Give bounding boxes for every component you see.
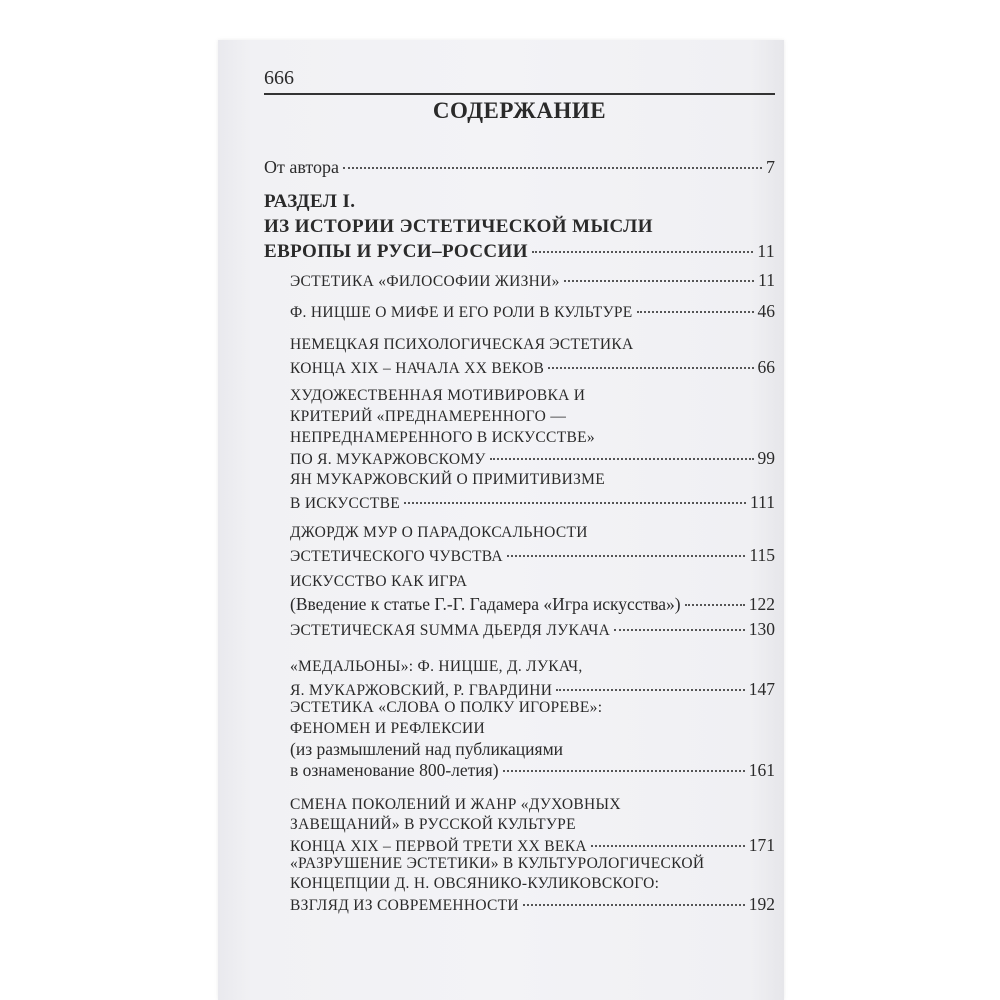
toc-entry-line: ДЖОРДЖ МУР О ПАРАДОКСАЛЬНОСТИ (290, 524, 588, 541)
toc-entry-line: ЯН МУКАРЖОВСКИЙ О ПРИМИТИВИЗМЕ (290, 471, 606, 488)
toc-page-number: 11 (758, 270, 775, 290)
toc-entry-last-line (290, 593, 775, 615)
toc-entry-last-line (290, 544, 775, 568)
toc-entry-line: Я. МУКАРЖОВСКИЙ, Р. ГВАРДИНИ (290, 682, 553, 699)
toc-entry-last-line (290, 894, 775, 916)
toc-entry-line: НЕМЕЦКАЯ ПСИХОЛОГИЧЕСКАЯ ЭСТЕТИКА (290, 336, 634, 353)
toc-entry-line: (из размышлений над публикациями (290, 739, 564, 759)
toc-entry (290, 521, 775, 568)
toc-entry-line: ЭСТЕТИЧЕСКОГО ЧУВСТВА (290, 548, 503, 565)
toc-entry-line: ФЕНОМЕН И РЕФЛЕКСИИ (290, 720, 486, 737)
toc-entry-line: КОНЦА XIX – НАЧАЛА XX ВЕКОВ (290, 360, 545, 377)
toc-entry-line: ХУДОЖЕСТВЕННАЯ МОТИВИРОВКА И (290, 387, 586, 404)
toc-entry (290, 571, 775, 615)
toc-entry-last-line (290, 356, 775, 380)
toc-entry-last-line (290, 491, 775, 515)
toc-entry-last-line (290, 448, 775, 470)
toc-entry-label: От автора (264, 157, 340, 177)
toc-entry (290, 469, 775, 515)
page-title: СОДЕРЖАНИЕ (432, 98, 607, 123)
toc-entry-line: «МЕДАЛЬОНЫ»: Ф. НИЦШЕ, Д. ЛУКАЧ, (290, 658, 583, 675)
toc-entry-intro (264, 157, 775, 178)
leader-dots (556, 689, 744, 691)
leader-dots (564, 280, 754, 282)
toc-entry-line: ЗАВЕЩАНИЙ» В РУССКОЙ КУЛЬТУРЕ (290, 816, 576, 833)
toc-entry (290, 854, 775, 916)
leader-dots (591, 845, 745, 847)
toc-entry (290, 270, 775, 292)
toc-page-number: 111 (750, 492, 775, 512)
leader-dots (523, 904, 745, 906)
toc-page-number: 161 (748, 760, 775, 780)
leader-dots (685, 604, 745, 606)
leader-dots (532, 251, 753, 253)
toc-page-number: 115 (749, 545, 775, 565)
toc-page-number: 11 (757, 241, 775, 261)
toc-entry-line: в ознаменование 800-летия) (290, 760, 499, 780)
toc-entry (290, 334, 775, 380)
leader-dots (490, 458, 754, 460)
leader-dots (548, 367, 753, 369)
toc-page-number: 171 (748, 835, 775, 855)
toc-entry-line: КОНЦЕПЦИИ Д. Н. ОВСЯНИКО-КУЛИКОВСКОГО: (290, 875, 660, 892)
toc-section-heading (264, 189, 775, 264)
section-number: РАЗДЕЛ I. (264, 191, 356, 212)
toc-page-number: 66 (757, 357, 775, 377)
toc-entry-line: ЭСТЕТИЧЕСКАЯ SUMMA ДЬЕРДЯ ЛУКАЧА (290, 622, 611, 639)
toc-entry-last-line (290, 760, 775, 781)
toc-entry (290, 656, 775, 702)
toc-entry-line: ИСКУССТВО КАК ИГРА (290, 573, 468, 590)
toc-entry (290, 697, 775, 781)
leader-dots (343, 167, 762, 169)
leader-dots (637, 311, 754, 313)
toc-entry-line: (Введение к статье Г.-Г. Гадамера «Игра искусства») (290, 594, 681, 614)
toc-entry-line: ЭСТЕТИКА «СЛОВА О ПОЛКУ ИГОРЕВЕ»: (290, 699, 603, 716)
toc-page-number: 192 (748, 894, 775, 914)
toc-entry-line: НЕПРЕДНАМЕРЕННОГО В ИСКУССТВЕ» (290, 429, 595, 446)
toc-entry (290, 619, 775, 641)
toc-page-number: 122 (748, 594, 775, 614)
toc-page-number: 7 (766, 157, 775, 177)
toc-entry-line: КРИТЕРИЙ «ПРЕДНАМЕРЕННОГО — (290, 408, 567, 425)
leader-dots (404, 502, 746, 504)
section-title-line: ИЗ ИСТОРИИ ЭСТЕТИЧЕСКОЙ МЫСЛИ (264, 216, 653, 237)
page-number: 666 (264, 67, 294, 89)
toc-entry-line: КОНЦА XIX – ПЕРВОЙ ТРЕТИ XX ВЕКА (290, 838, 587, 855)
leader-dots (507, 555, 746, 557)
section-title-line: ЕВРОПЫ И РУСИ–РОССИИ (264, 241, 528, 262)
toc-entry-line: В ИСКУССТВЕ (290, 495, 400, 512)
toc-entry-line: «РАЗРУШЕНИЕ ЭСТЕТИКИ» В КУЛЬТУРОЛОГИЧЕСКОЙ (290, 855, 705, 872)
leader-dots (614, 629, 745, 631)
toc-entry (290, 795, 775, 857)
toc-page-number: 147 (748, 679, 775, 699)
toc-entry (290, 301, 775, 323)
toc-entry (290, 385, 775, 470)
toc-entry-last-line (290, 301, 775, 323)
toc-entry-last-line (290, 619, 775, 641)
toc-entry-line: ЭСТЕТИКА «ФИЛОСОФИИ ЖИЗНИ» (290, 273, 560, 290)
toc-page-number: 99 (757, 448, 775, 468)
leader-dots (503, 770, 745, 772)
toc-entry-last-line (290, 270, 775, 292)
toc-page-number: 46 (757, 301, 775, 321)
toc-entry-line: ВЗГЛЯД ИЗ СОВРЕМЕННОСТИ (290, 897, 519, 914)
toc-entry-line: ПО Я. МУКАРЖОВСКОМУ (290, 451, 486, 468)
toc-entry-line: СМЕНА ПОКОЛЕНИЙ И ЖАНР «ДУХОВНЫХ (290, 796, 621, 813)
toc-entry-line: Ф. НИЦШЕ О МИФЕ И ЕГО РОЛИ В КУЛЬТУРЕ (290, 304, 633, 321)
toc-page-number: 130 (748, 619, 775, 639)
header-rule (264, 93, 775, 95)
